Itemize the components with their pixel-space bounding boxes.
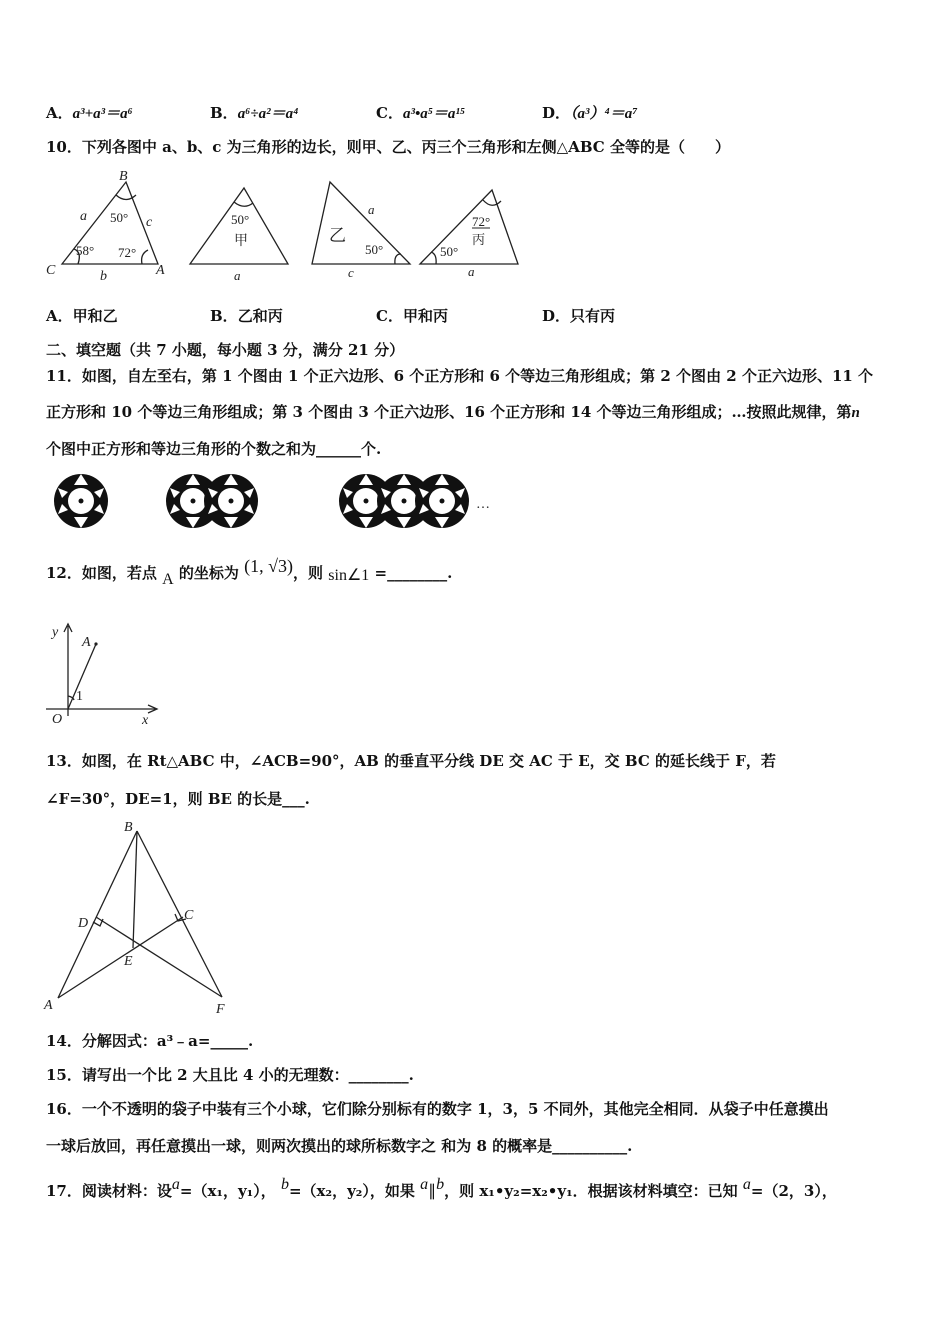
label-x: x (142, 713, 149, 728)
option-text: （a³）⁴＝a⁷ (570, 106, 638, 122)
label-a: A (156, 263, 165, 278)
label-b: B (119, 169, 128, 184)
q12-prefix: 12．如图，若点 (46, 564, 157, 582)
option-label: B． (210, 307, 238, 325)
vector-b-2: b (436, 1176, 445, 1193)
label-origin: O (52, 712, 63, 727)
option-label: D． (542, 307, 571, 325)
option-text: a³•a⁵＝a¹⁵ (402, 106, 466, 122)
q17-part1: 17．阅读材料：设 (46, 1182, 172, 1200)
label-d: D (78, 916, 89, 931)
option-label: C． (376, 307, 403, 325)
option-text: 甲和丙 (402, 307, 448, 325)
vector-b: b (280, 1176, 289, 1193)
pattern2-hexagon-2 (204, 474, 258, 528)
q10-stem: 10．下列各图中 a、b、c 为三角形的边长，则甲、乙、丙三个三角形和左侧△ABC 全等的是（ ） (46, 138, 730, 156)
label-a: A (82, 635, 91, 650)
q10-triangles-figure (40, 168, 540, 286)
q10-option-d (542, 305, 615, 326)
q17-part4: ，则 x₁•y₂=x₂•y₁．根据该材料填空：已知 (444, 1182, 738, 1200)
jia-angle-label: 50° (231, 212, 250, 227)
yi-side-a: a (368, 202, 375, 217)
label-c: C (46, 263, 56, 278)
q11-pattern-figure (48, 470, 498, 532)
q17-part2: =（x₁，y₁）， (179, 1182, 276, 1200)
q13-triangle-figure (40, 815, 250, 1020)
option-label: B． (210, 104, 238, 122)
bing-name: 丙 (472, 232, 486, 247)
q11-line2-text: 正方形和 10 个等边三角形组成；第 3 个图由 3 个正六边形、16 个正方形和 14 个等边三角形组成；…按照此规律，第 (46, 403, 852, 421)
bing-top-label: 72° (472, 214, 491, 229)
label-b: B (124, 820, 133, 835)
q12-suffix1: ，则 (293, 564, 324, 582)
vector-a-3: a (742, 1176, 751, 1193)
option-text: 乙和丙 (237, 307, 283, 325)
label-e: E (124, 954, 133, 969)
q9-option-b (210, 102, 298, 123)
q16-line2: 一球后放回，再任意摸出一球，则两次摸出的球所标数字之 和为 8 的概率是__________. (46, 1137, 633, 1155)
yi-side-c: c (348, 265, 354, 280)
q12-mid: 的坐标为 (178, 564, 239, 582)
label-f: F (216, 1002, 225, 1017)
q10-option-b (210, 305, 283, 326)
label-angle-1: 1 (76, 689, 83, 704)
bing-top-arc (483, 200, 501, 205)
option-label: D． (542, 104, 571, 122)
option-label: C． (376, 104, 403, 122)
q17-line1 (46, 1176, 837, 1201)
yi-angle-arc (395, 254, 401, 264)
side-c: c (146, 215, 153, 230)
bing-left-label: 50° (440, 244, 459, 259)
angle-c-label: 58° (76, 243, 95, 258)
side-b: b (100, 269, 107, 284)
q11-line3: 个图中正方形和等边三角形的个数之和为______个. (46, 440, 382, 458)
q11-line1: 11．如图，自左至右，第 1 个图由 1 个正六边形、6 个正方形和 6 个等边三角形组成；第 2 个图由 2 个正六边形、11 个 (46, 367, 874, 385)
option-label: A． (46, 104, 73, 122)
q14-text: 14．分解因式：a³﹣a=_____. (46, 1032, 254, 1050)
q12-axes-figure (42, 620, 172, 730)
segment-be (133, 831, 137, 948)
q13-line1: 13．如图，在 Rt△ABC 中，∠ACB=90°，AB 的垂直平分线 DE 交 AC 于 E，交 BC 的延长线于 F，若 (46, 752, 776, 770)
parallel-symbol: ∥ (428, 1183, 437, 1200)
triangle-yi (312, 182, 410, 264)
q17-part3: =（x₂，y₂），如果 (288, 1182, 415, 1200)
q10-option-c (376, 305, 448, 326)
q12-point-a: A (162, 571, 174, 588)
jia-angle-arc (234, 202, 253, 206)
q13-line2: ∠F=30°，DE=1，则 BE 的长是___. (46, 790, 310, 808)
pattern3-hexagon-3 (415, 474, 469, 528)
yi-angle-label: 50° (365, 242, 384, 257)
angle-b-label: 50° (110, 210, 129, 225)
yi-name: 乙 (329, 226, 346, 245)
q12-sin-expression: sin∠1 (328, 567, 370, 584)
angle-a-label: 72° (118, 245, 137, 260)
q9-option-c (376, 102, 465, 123)
q10-option-a (46, 305, 118, 326)
vector-a: a (171, 1176, 180, 1193)
segment-df (96, 917, 222, 997)
label-a: A (44, 998, 53, 1013)
label-y: y (52, 625, 59, 640)
vector-a-2: a (420, 1176, 429, 1193)
bing-side: a (468, 264, 475, 279)
segment-bf (137, 831, 222, 997)
jia-side: a (234, 268, 241, 283)
option-text: 只有丙 (570, 307, 616, 325)
q15-text: 15．请写出一个比 2 大且比 4 小的无理数：________. (46, 1066, 414, 1084)
option-text: a³+a³＝a⁶ (72, 106, 133, 122)
q9-option-a (46, 102, 133, 123)
jia-name: 甲 (234, 234, 248, 249)
option-label: A． (46, 307, 73, 325)
label-c: C (184, 908, 194, 923)
angle-a-arc (142, 250, 148, 264)
q12-stem (46, 556, 453, 588)
q12-coordinate: (1, √3) (244, 556, 294, 576)
q9-option-d (542, 102, 637, 123)
q17-part5: =（2，3）， (750, 1182, 837, 1200)
option-text: 甲和乙 (72, 307, 118, 325)
pattern1-hexagon-1 (54, 474, 108, 528)
pattern-ellipsis: … (476, 497, 490, 512)
section-heading: 二、填空题（共 7 小题，每小题 3 分，满分 21 分） (46, 341, 405, 359)
option-text: a⁶÷a²＝a⁴ (237, 106, 299, 122)
q16-line1: 16．一个不透明的袋子中装有三个小球，它们除分别标有的数字 1，3，5 不同外，其他完全相同．从袋子中任意摸出 (46, 1100, 829, 1118)
q11-line2 (46, 401, 860, 422)
q11-variable-n: n (851, 405, 860, 421)
side-a: a (80, 209, 87, 224)
triangle-bing (420, 190, 518, 264)
q12-answer-blank: =________. (374, 564, 453, 582)
bing-left-arc (431, 252, 436, 264)
